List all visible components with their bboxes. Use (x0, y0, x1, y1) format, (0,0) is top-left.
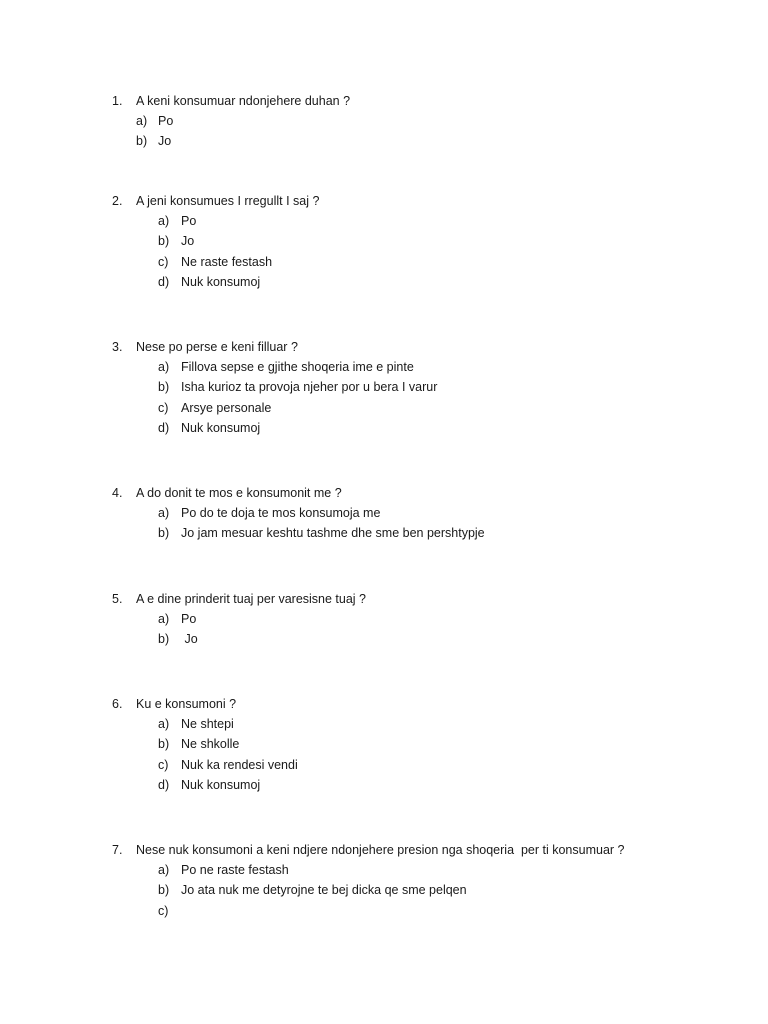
option-text: Fillova sepse e gjithe shoqeria ime e pinte (181, 360, 414, 374)
option-item (0, 377, 768, 397)
option-letter: b) (158, 526, 170, 541)
question-number: 7. (112, 843, 123, 857)
question-text: Nese nuk konsumoni a keni ndjere ndonjehere presion nga shoqeria per ti konsumuar ? (136, 843, 625, 857)
question-text: A jeni konsumues I rregullt I saj ? (136, 194, 320, 208)
option-item (0, 211, 768, 231)
question-3 (0, 337, 768, 438)
option-text: Jo (158, 134, 172, 149)
option-letter: b) (158, 234, 170, 249)
question-number: 6. (112, 697, 123, 711)
option-text: Po ne raste festash (181, 863, 289, 877)
option-letter: d) (158, 777, 170, 792)
option-item (0, 523, 768, 543)
option-letter: d) (158, 274, 170, 289)
options-list (0, 357, 768, 438)
option-text: Nuk konsumoj (181, 420, 261, 435)
question-number: 5. (112, 592, 123, 606)
question-text: Ku e konsumoni ? (136, 697, 237, 711)
option-text: Jo jam mesuar keshtu tashme dhe sme ben pershtypje (181, 526, 485, 541)
option-item (0, 111, 768, 131)
option-text: Isha kurioz ta provoja njeher por u bera I varur (181, 380, 438, 395)
option-item (0, 252, 768, 272)
option-letter: c) (158, 757, 169, 772)
option-letter: b) (158, 380, 170, 395)
option-item (0, 503, 768, 523)
option-item (0, 755, 768, 775)
question-7 (0, 840, 768, 921)
question-number: 3. (112, 340, 123, 354)
question-number: 4. (112, 486, 123, 500)
option-item (0, 901, 768, 921)
option-letter: c) (158, 400, 169, 415)
options-list (0, 860, 768, 921)
option-item (0, 357, 768, 377)
question-number: 2. (112, 194, 123, 208)
question-line (0, 840, 768, 860)
option-text: Po do te doja te mos konsumoja me (181, 506, 381, 520)
option-letter: a) (158, 214, 170, 228)
question-line (0, 694, 768, 714)
question-line (0, 91, 768, 111)
option-item (0, 629, 768, 649)
option-letter: b) (158, 883, 170, 898)
option-item (0, 714, 768, 734)
option-item (0, 775, 768, 795)
question-text: Nese po perse e keni filluar ? (136, 340, 298, 354)
option-letter: a) (158, 612, 170, 626)
option-letter: a) (158, 717, 170, 731)
option-letter: c) (158, 254, 169, 269)
question-6 (0, 694, 768, 795)
options-list (0, 211, 768, 292)
option-item (0, 880, 768, 900)
option-item (0, 609, 768, 629)
option-letter: d) (158, 420, 170, 435)
option-text: Ne raste festash (181, 254, 273, 269)
option-item (0, 398, 768, 418)
options-list (0, 111, 768, 152)
question-4 (0, 483, 768, 544)
options-list (0, 609, 768, 650)
question-line (0, 191, 768, 211)
option-item (0, 272, 768, 292)
option-text: Jo (181, 234, 195, 249)
option-text: Nuk konsumoj (181, 274, 261, 289)
option-letter: c) (158, 903, 169, 918)
question-line (0, 337, 768, 357)
option-letter: b) (136, 134, 148, 149)
option-letter: a) (158, 360, 170, 374)
option-text: Nuk konsumoj (181, 777, 261, 792)
options-list (0, 714, 768, 795)
question-5 (0, 589, 768, 650)
question-line (0, 589, 768, 609)
option-letter: b) (158, 632, 170, 647)
option-letter: a) (158, 506, 170, 520)
option-text: Po (158, 114, 174, 128)
question-number: 1. (112, 94, 123, 108)
option-text: Ne shtepi (181, 717, 234, 731)
question-text: A e dine prinderit tuaj per varesisne tuaj ? (136, 592, 366, 606)
option-text: Nuk ka rendesi vendi (181, 757, 298, 772)
option-text: Po (181, 612, 197, 626)
option-item (0, 231, 768, 251)
options-list (0, 503, 768, 544)
option-letter: a) (136, 114, 148, 128)
question-text: A do donit te mos e konsumonit me ? (136, 486, 342, 500)
option-text: Po (181, 214, 197, 228)
option-item (0, 860, 768, 880)
option-letter: b) (158, 737, 170, 752)
option-item (0, 734, 768, 754)
option-text: Arsye personale (181, 400, 272, 415)
question-1 (0, 91, 768, 152)
question-2 (0, 191, 768, 292)
option-text: Jo (181, 632, 198, 647)
question-text: A keni konsumuar ndonjehere duhan ? (136, 94, 351, 108)
option-item (0, 131, 768, 151)
option-item (0, 418, 768, 438)
option-text: Ne shkolle (181, 737, 240, 752)
question-line (0, 483, 768, 503)
option-letter: a) (158, 863, 170, 877)
option-text: Jo ata nuk me detyrojne te bej dicka qe sme pelqen (181, 883, 467, 898)
